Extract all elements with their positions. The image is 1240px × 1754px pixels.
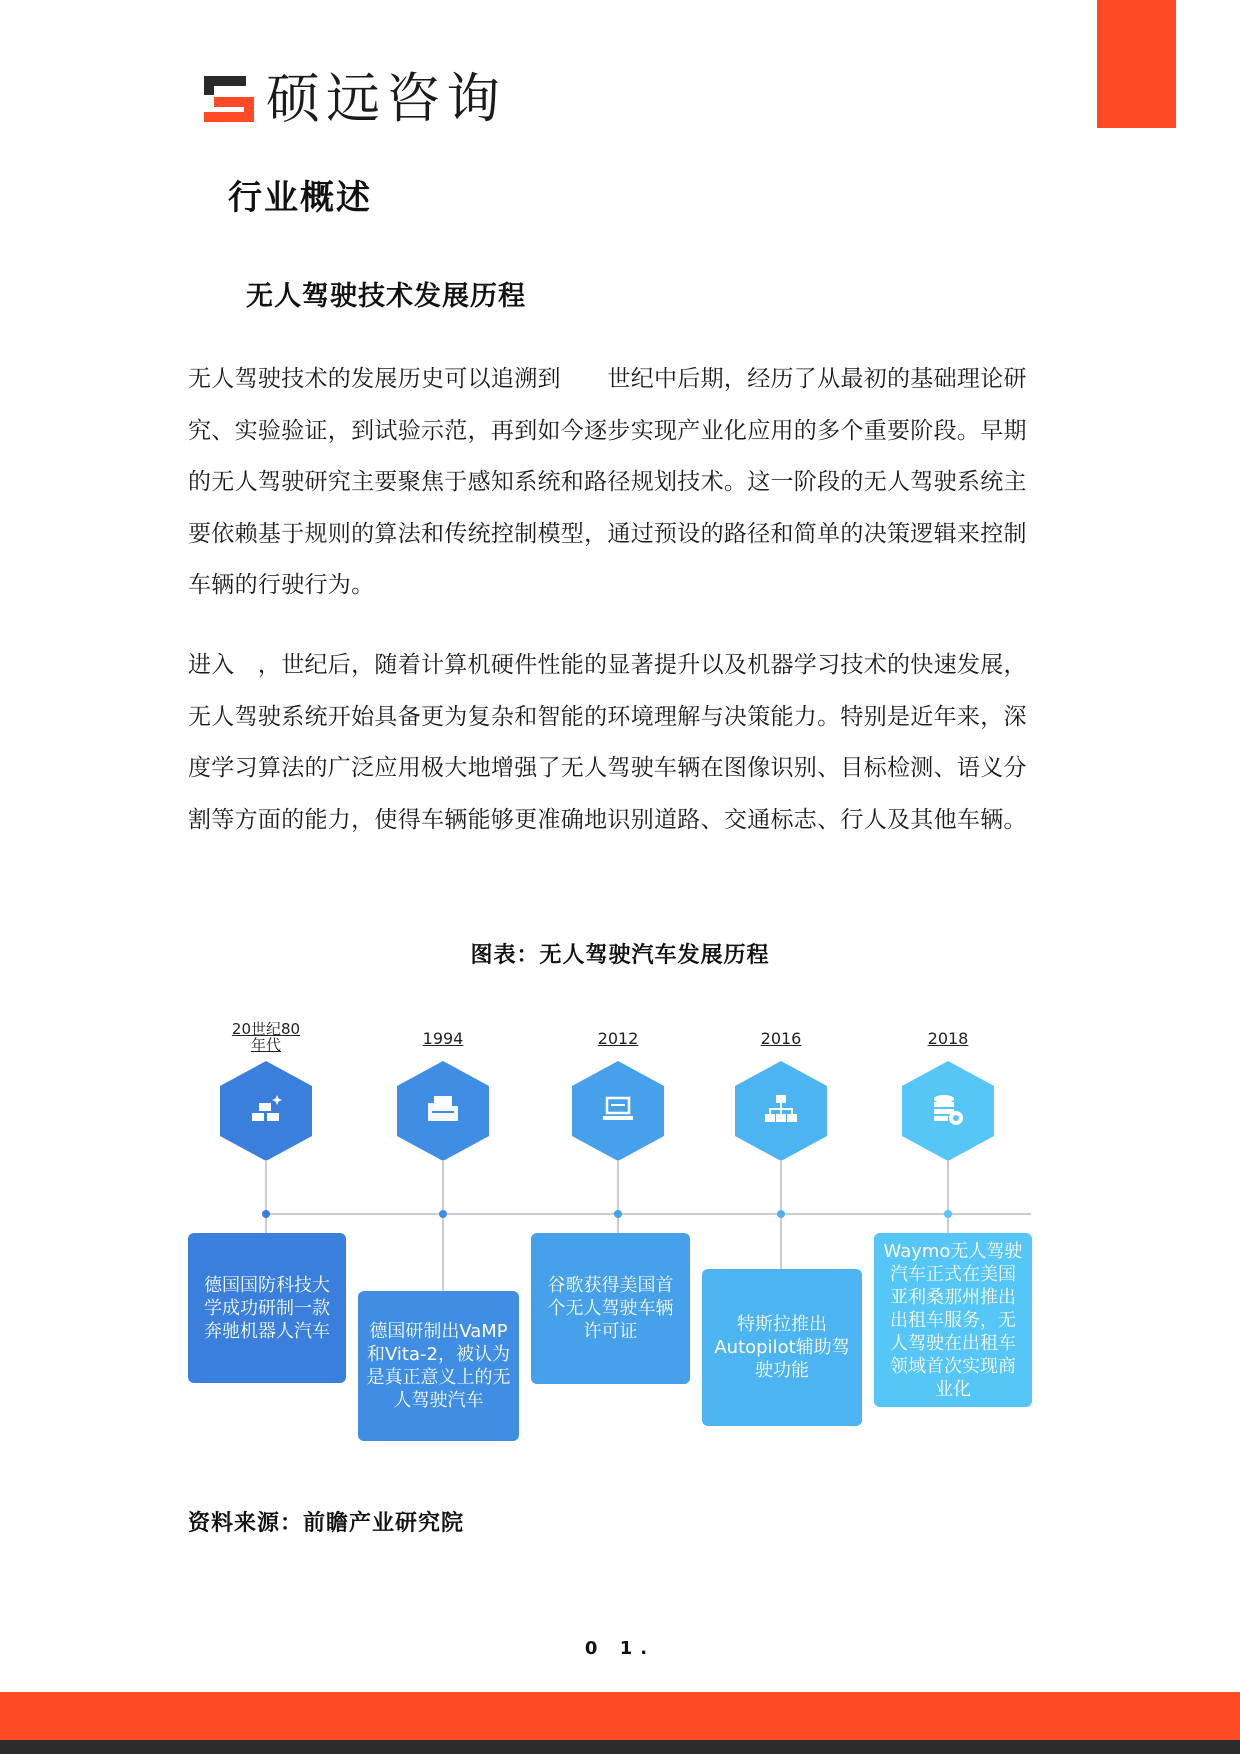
timeline-year: 20世纪80年代 bbox=[231, 1020, 301, 1054]
timeline-connector bbox=[617, 1160, 619, 1214]
timeline-connector bbox=[947, 1160, 949, 1214]
timeline-connector bbox=[265, 1160, 267, 1214]
brand-logo-icon bbox=[200, 70, 258, 128]
source-note: 资料来源：前瞻产业研究院 bbox=[188, 1511, 465, 1536]
page-number: 0 1. bbox=[584, 1638, 656, 1659]
timeline-event-box: 特斯拉推出Autopilot辅助驾驶功能 bbox=[702, 1269, 862, 1426]
timeline-hexagon bbox=[397, 1061, 489, 1161]
timeline-event-box: 谷歌获得美国首个无人驾驶车辆许可证 bbox=[531, 1233, 690, 1384]
timeline-event-box: 德国研制出VaMP和Vita-2，被认为是真正意义上的无人驾驶汽车 bbox=[358, 1291, 519, 1441]
footer-dark-bar bbox=[0, 1740, 1240, 1754]
sub-title: 无人驾驶技术发展历程 bbox=[246, 281, 526, 312]
brand-name: 硕远咨询 bbox=[266, 67, 506, 130]
timeline-event-box: Waymo无人驾驶汽车正式在美国亚利桑那州推出出租车服务，无人驾驶在出租车领域首次实现商业化 bbox=[874, 1233, 1032, 1407]
timeline-connector bbox=[780, 1160, 782, 1214]
timeline-dot bbox=[944, 1210, 952, 1218]
timeline-year: 1994 bbox=[422, 1029, 464, 1048]
brand-logo bbox=[200, 68, 506, 130]
laptop-icon bbox=[598, 1089, 638, 1133]
timeline-hexagon bbox=[220, 1061, 312, 1161]
timeline-year: 2018 bbox=[927, 1029, 969, 1048]
timeline-connector bbox=[442, 1214, 444, 1291]
timeline-hexagon bbox=[735, 1061, 827, 1161]
timeline-dot bbox=[262, 1210, 270, 1218]
timeline-year: 2012 bbox=[597, 1029, 639, 1048]
timeline-event-box: 德国国防科技大学成功研制一款奔驰机器人汽车 bbox=[188, 1233, 346, 1383]
figure-title: 图表：无人驾驶汽车发展历程 bbox=[470, 943, 770, 968]
timeline-connector bbox=[780, 1214, 782, 1269]
timeline-dot bbox=[777, 1210, 785, 1218]
database-gear-icon bbox=[928, 1089, 968, 1133]
timeline-hexagon bbox=[572, 1061, 664, 1161]
folder-icon bbox=[423, 1089, 463, 1133]
footer-accent-bar bbox=[0, 1692, 1240, 1740]
timeline-dot bbox=[439, 1210, 447, 1218]
timeline-axis bbox=[265, 1213, 1031, 1215]
paragraph-1: 无人驾驶技术的发展历史可以追溯到 世纪中后期，经历了从最初的基础理论研究、实验验证，到试验示范，再到如今逐步实现产业化应用的多个重要阶段。早期的无人驾驶研究主要聚焦于感知系统和路径规划技术。这一阶段的无人驾驶系统主要依赖基于规则的算法和传统控制模型，通过预设的路径和简单的决策逻辑来控制车辆的行驶行为。 bbox=[188, 366, 1027, 598]
org-chart-icon bbox=[761, 1089, 801, 1133]
timeline-dot bbox=[614, 1210, 622, 1218]
timeline-year: 2016 bbox=[760, 1029, 802, 1048]
timeline-hexagon bbox=[902, 1061, 994, 1161]
timeline-connector bbox=[442, 1160, 444, 1214]
gold-bars-icon bbox=[246, 1089, 286, 1133]
section-title: 行业概述 bbox=[228, 178, 372, 218]
paragraph-2: 进入 ，世纪后，随着计算机硬件性能的显著提升以及机器学习技术的快速发展，无人驾驶系统开始具备更为复杂和智能的环境理解与决策能力。特别是近年来，深度学习算法的广泛应用极大地增强了无人驾驶车辆在图像识别、目标检测、语义分割等方面的能力，使得车辆能够更准确地识别道路、交通标志、行人及其他车辆。 bbox=[188, 652, 1027, 833]
corner-accent-tab bbox=[1097, 0, 1176, 128]
